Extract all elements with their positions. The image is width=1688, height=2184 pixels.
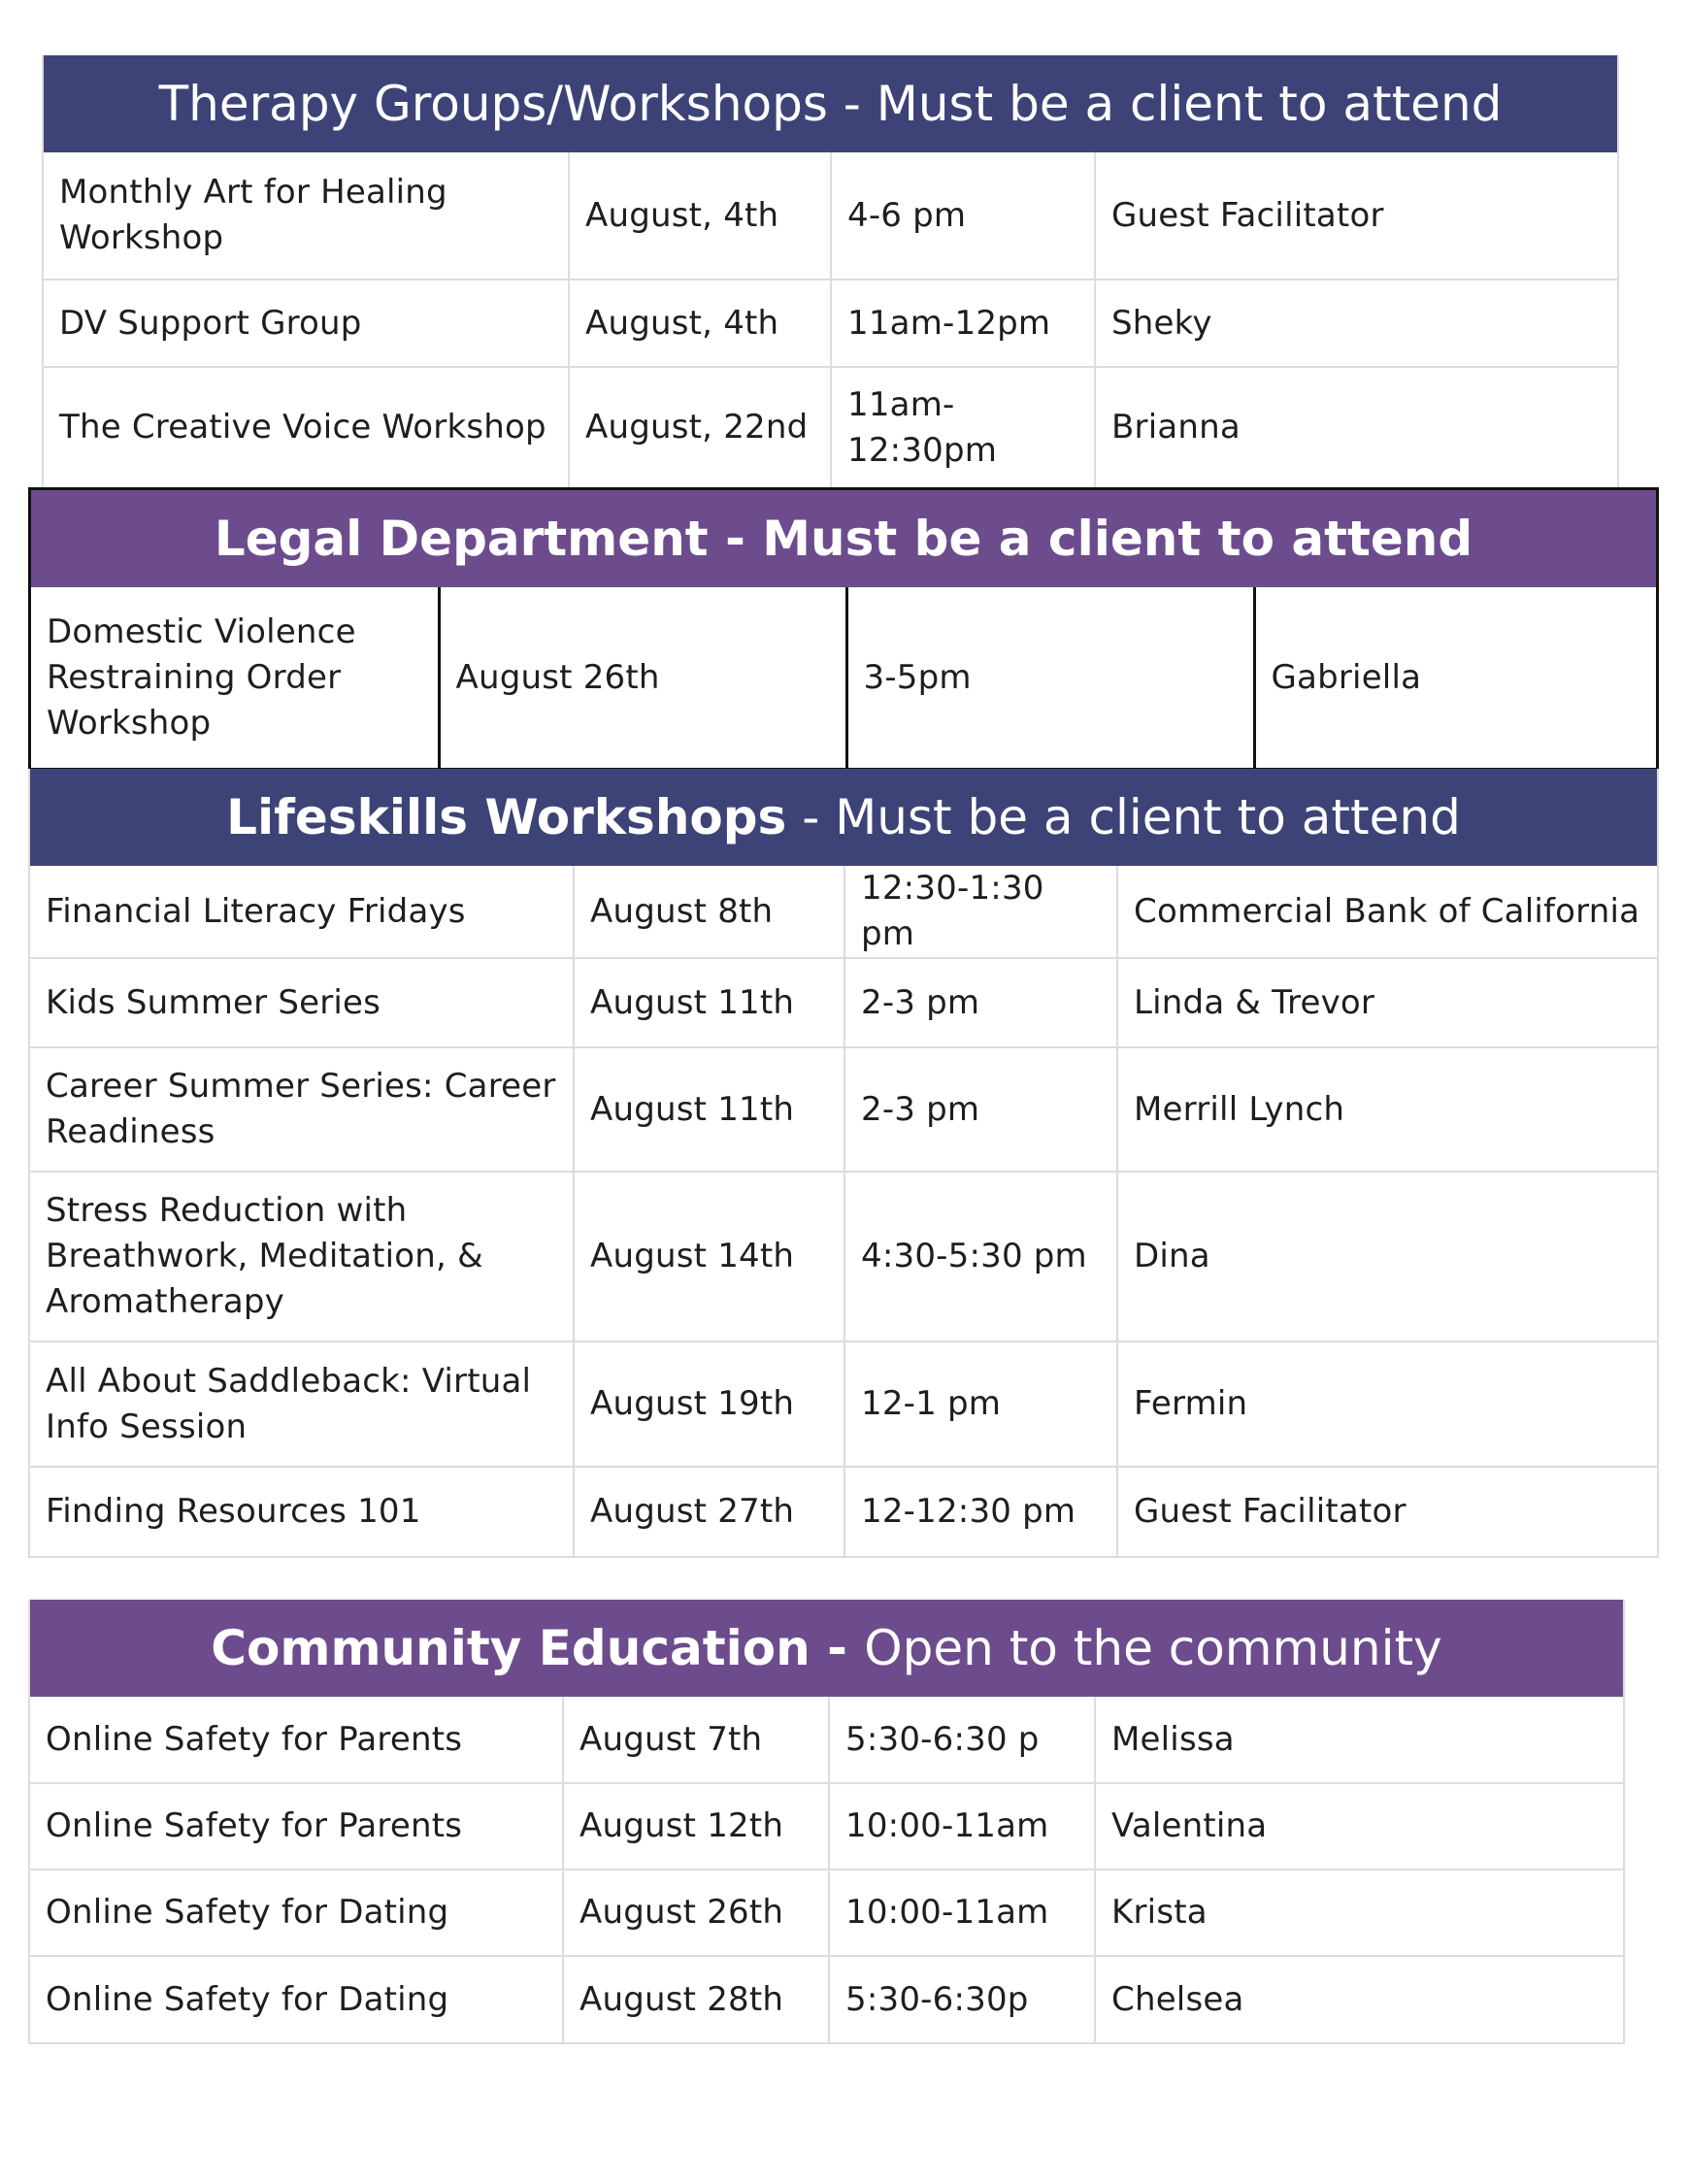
event-date: August 26th: [439, 587, 846, 768]
legal-department-table: [31, 587, 1656, 768]
event-facilitator: Krista: [1095, 1870, 1623, 1956]
event-facilitator: Brianna: [1095, 367, 1617, 487]
community-education-header: [30, 1600, 1623, 1697]
event-time: 4:30-5:30 pm: [844, 1172, 1117, 1341]
event-date: August, 4th: [569, 152, 831, 280]
event-time: 11am-12pm: [831, 280, 1095, 367]
event-name: The Creative Voice Workshop: [44, 367, 569, 487]
event-time: 12:30-1:30 pm: [844, 866, 1117, 958]
event-name: Stress Reduction with Breathwork, Meditation, & Aromatherapy: [30, 1172, 574, 1341]
event-time: 5:30-6:30 p: [829, 1697, 1095, 1783]
event-date: August 12th: [563, 1783, 829, 1870]
event-date: August 8th: [574, 866, 844, 958]
event-time: 2-3 pm: [844, 1047, 1117, 1172]
lifeskills-title-bold: Lifeskills Workshops: [226, 789, 787, 845]
table-row: [30, 1783, 1623, 1870]
event-time: 2-3 pm: [844, 958, 1117, 1047]
table-row: [30, 1172, 1657, 1341]
event-facilitator: Guest Facilitator: [1095, 152, 1617, 280]
event-facilitator: Dina: [1117, 1172, 1657, 1341]
event-time: 10:00-11am: [829, 1783, 1095, 1870]
event-facilitator: Chelsea: [1095, 1956, 1623, 2042]
legal-department-section: [28, 487, 1659, 771]
event-date: August 19th: [574, 1341, 844, 1467]
event-name: Financial Literacy Fridays: [30, 866, 574, 958]
table-row: [30, 1341, 1657, 1467]
event-time: 12-12:30 pm: [844, 1467, 1117, 1556]
event-name: Finding Resources 101: [30, 1467, 574, 1556]
community-education-title-bold: Community Education -: [211, 1620, 865, 1676]
community-education-title-regular: Open to the community: [864, 1620, 1442, 1676]
table-row: [44, 367, 1617, 487]
community-education-table: [30, 1697, 1623, 2042]
event-time: 11am-12:30pm: [831, 367, 1095, 487]
event-facilitator: Valentina: [1095, 1783, 1623, 1870]
therapy-groups-header: [44, 55, 1617, 152]
lifeskills-table: [30, 866, 1657, 1556]
lifeskills-header: [30, 769, 1657, 866]
table-row: [44, 280, 1617, 367]
event-name: Career Summer Series: Career Readiness: [30, 1047, 574, 1172]
event-name: Kids Summer Series: [30, 958, 574, 1047]
event-name: Online Safety for Parents: [30, 1697, 563, 1783]
table-row: [30, 1697, 1623, 1783]
table-row: [44, 152, 1617, 280]
therapy-groups-table: [44, 152, 1617, 487]
event-facilitator: Merrill Lynch: [1117, 1047, 1657, 1172]
event-facilitator: Fermin: [1117, 1341, 1657, 1467]
event-name: Online Safety for Dating: [30, 1956, 563, 2042]
event-name: All About Saddleback: Virtual Info Session: [30, 1341, 574, 1467]
event-facilitator: Linda & Trevor: [1117, 958, 1657, 1047]
community-education-section: [28, 1600, 1625, 2044]
table-row: [30, 866, 1657, 958]
event-date: August 28th: [563, 1956, 829, 2042]
event-date: August 11th: [574, 1047, 844, 1172]
event-name: Online Safety for Parents: [30, 1783, 563, 1870]
lifeskills-section: [28, 769, 1659, 1558]
table-row: [30, 1047, 1657, 1172]
table-row: [30, 1956, 1623, 2042]
event-date: August 7th: [563, 1697, 829, 1783]
event-name: Monthly Art for Healing Workshop: [44, 152, 569, 280]
event-date: August 14th: [574, 1172, 844, 1341]
event-facilitator: Melissa: [1095, 1697, 1623, 1783]
legal-department-header: [31, 490, 1656, 587]
event-time: 4-6 pm: [831, 152, 1095, 280]
table-row: [30, 1870, 1623, 1956]
event-time: 5:30-6:30p: [829, 1956, 1095, 2042]
event-facilitator: Gabriella: [1254, 587, 1656, 768]
event-date: August 11th: [574, 958, 844, 1047]
lifeskills-title-regular: - Must be a client to attend: [786, 789, 1461, 845]
legal-department-title: Legal Department - Must be a client to attend: [214, 511, 1473, 567]
event-date: August 27th: [574, 1467, 844, 1556]
table-row: [30, 958, 1657, 1047]
event-name: Domestic Violence Restraining Order Workshop: [31, 587, 439, 768]
table-row: [31, 587, 1656, 768]
event-date: August 26th: [563, 1870, 829, 1956]
therapy-groups-section: [42, 55, 1619, 489]
event-facilitator: Guest Facilitator: [1117, 1467, 1657, 1556]
event-date: August, 22nd: [569, 367, 831, 487]
therapy-groups-title: Therapy Groups/Workshops - Must be a client to attend: [158, 76, 1503, 132]
event-date: August, 4th: [569, 280, 831, 367]
event-name: DV Support Group: [44, 280, 569, 367]
event-time: 12-1 pm: [844, 1341, 1117, 1467]
table-row: [30, 1467, 1657, 1556]
event-name: Online Safety for Dating: [30, 1870, 563, 1956]
event-facilitator: Sheky: [1095, 280, 1617, 367]
event-time: 3-5pm: [846, 587, 1254, 768]
event-facilitator: Commercial Bank of California: [1117, 866, 1657, 958]
event-time: 10:00-11am: [829, 1870, 1095, 1956]
